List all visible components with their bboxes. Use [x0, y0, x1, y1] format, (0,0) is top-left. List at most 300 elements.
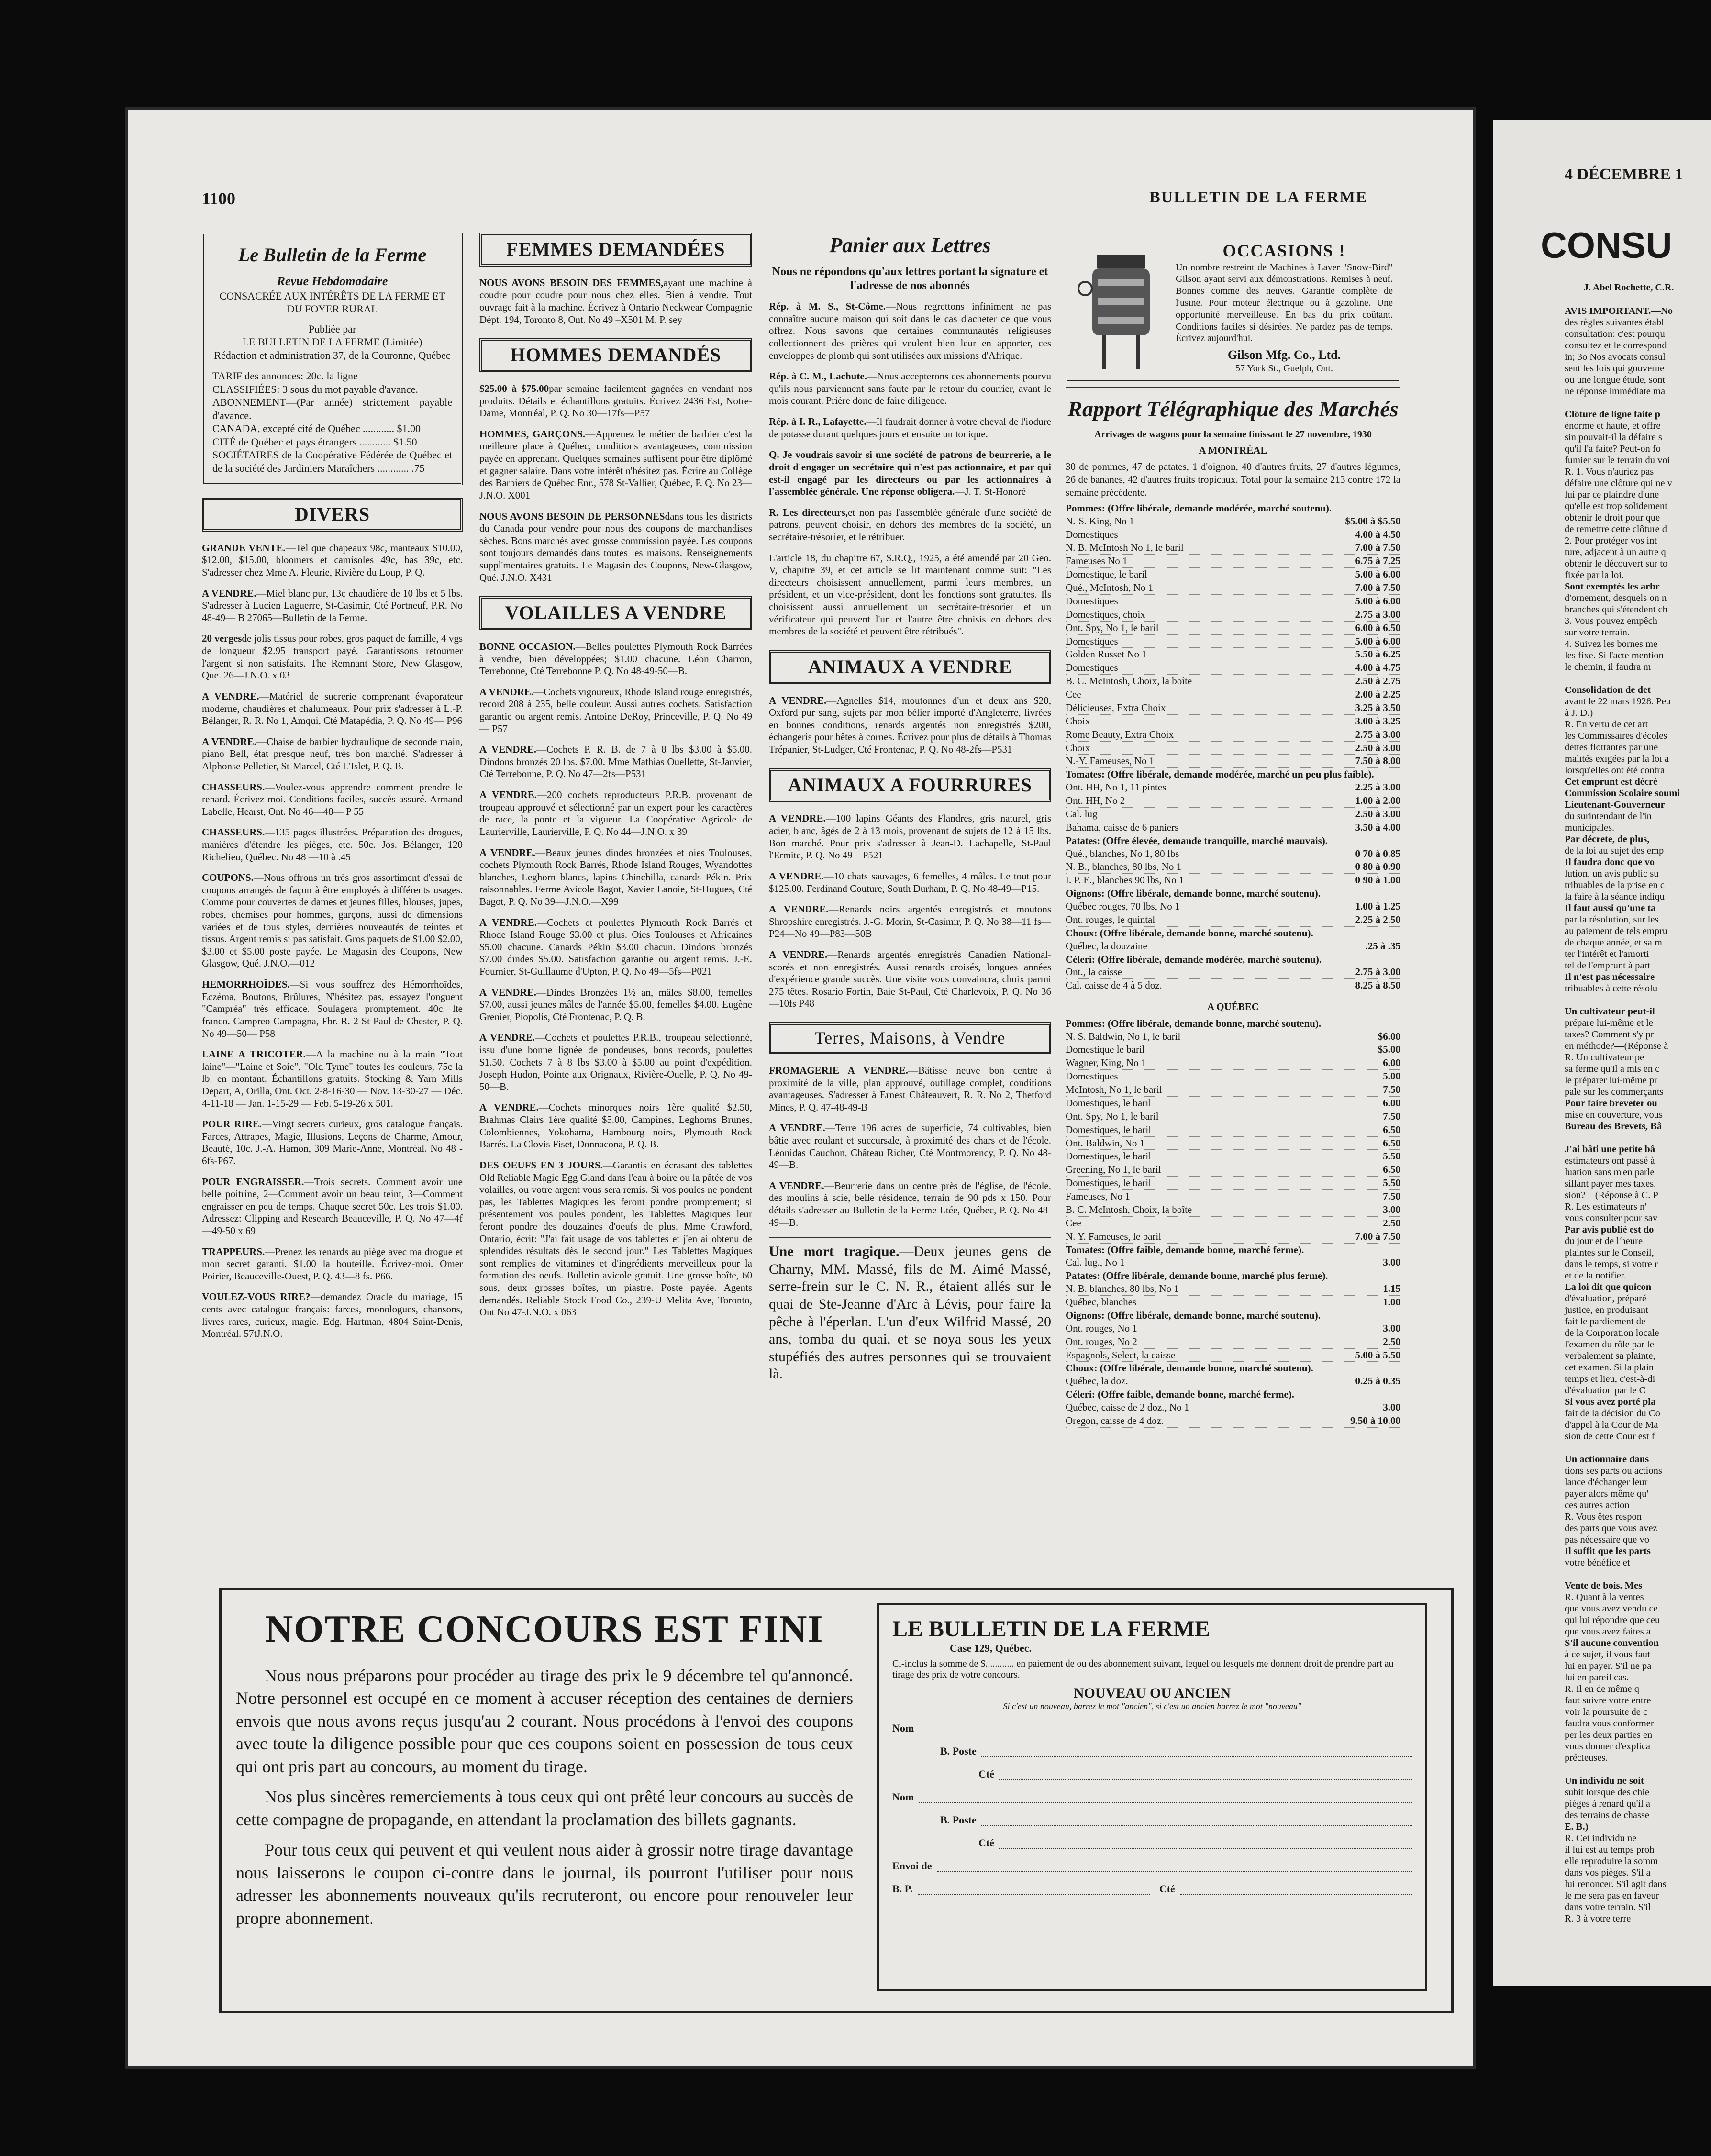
- classified-ad: [479, 641, 752, 678]
- market-row: [1066, 940, 1400, 953]
- right-page-line: faudra vous conformer: [1565, 1718, 1654, 1729]
- right-page-line: que vous avez faites a: [1565, 1626, 1651, 1637]
- right-page-line: mise en couverture, vous: [1565, 1110, 1663, 1120]
- market-price: 0 90 à 1.00: [1355, 874, 1400, 886]
- right-page-line: elle reproduire la somm: [1565, 1856, 1658, 1867]
- market-price: 1.00 à 1.25: [1355, 900, 1400, 912]
- article-lead: Une mort tragique.: [769, 1244, 900, 1260]
- column-2: [479, 233, 752, 1682]
- right-page-line: par la résolution, sur les: [1565, 914, 1659, 925]
- market-item: Québec, la doz.: [1066, 1375, 1128, 1387]
- market-price: 5.00 à 6.00: [1355, 595, 1400, 607]
- market-item: Domestiques: [1066, 595, 1118, 607]
- hommes-heading: HOMMES DEMANDÉS: [479, 338, 752, 372]
- ad-text: —Renards noirs argentés enregistrés et moutons Shropshire enregistrés. J.-G. Morin, St-Casimir, P. Q. No 38—11 fs—P24—No 49—P83—50B: [769, 903, 1051, 940]
- market-row: Choux: (Offre libérale, demande bonne, marché soutenu).: [1066, 1362, 1313, 1374]
- ad-text: —Cochets et poulettes P.R.B., troupeau sélectionné, issu d'une bonne lignée de pondeuses, bons records, poulettes $1.50. Cochets 7 à 8 lbs $3.00 à $5.00 au point d'expédition. Joseph Hudon, Pointe aux Orignaux, Rivière-Ouelle, P. Q. No 49-50—B.: [479, 1032, 752, 1092]
- market-price: 6.00: [1383, 1097, 1400, 1109]
- market-price: 5.00 à 5.50: [1355, 1349, 1400, 1361]
- market-price: 6.50: [1383, 1137, 1400, 1149]
- masthead-subtitle: Revue Hebdomadaire: [277, 274, 388, 288]
- ad-lead: A VENDRE.: [769, 903, 829, 915]
- market-item: Cal. caisse de 4 à 5 doz.: [1066, 979, 1162, 991]
- right-page-line: Sont exemptés les arbr: [1565, 581, 1660, 592]
- market-item: Cee: [1066, 689, 1081, 700]
- market-row: [1066, 1056, 1400, 1070]
- market-item: N.-S. King, No 1: [1066, 515, 1134, 527]
- market-price: 4.00 à 4.50: [1355, 528, 1400, 540]
- right-page-line: R. 1. Vous n'auriez pas: [1565, 467, 1654, 477]
- market-row: [1066, 900, 1400, 913]
- divers-heading: DIVERS: [202, 498, 463, 532]
- market-price: 9.50 à 10.00: [1350, 1414, 1400, 1426]
- market-item: Domestiques, le baril: [1066, 1150, 1152, 1162]
- market-price: 5.00: [1383, 1070, 1400, 1082]
- market-item: Bahama, caisse de 6 paniers: [1066, 821, 1179, 833]
- classified-ad: [202, 826, 463, 863]
- market-row: Pommes: (Offre libérale, demande bonne, marché soutenu).: [1066, 1017, 1322, 1029]
- classified-ad: [769, 812, 1051, 861]
- right-page-line: fait le pardiement de: [1565, 1316, 1646, 1327]
- right-page-line: 4. Suivez les bornes me: [1565, 639, 1658, 649]
- ad-lead: A VENDRE.: [769, 694, 827, 706]
- coupon-cte-field[interactable]: Cté: [978, 1768, 1412, 1780]
- market-price: 2.50 à 3.00: [1355, 808, 1400, 820]
- market-price: 6.50: [1383, 1164, 1400, 1176]
- right-page-line: plaintes sur le Conseil,: [1565, 1247, 1654, 1258]
- right-page-line: [1565, 1568, 1711, 1580]
- masthead-tagline: CONSACRÉE AUX INTÉRÊTS DE LA FERME ET DU FOYER RURAL: [219, 289, 445, 315]
- right-page-line: tribuables à cette résolu: [1565, 983, 1658, 994]
- classified-ad: [769, 949, 1051, 1010]
- right-page-line: tions ses parts ou actions: [1565, 1466, 1662, 1476]
- market-item: Ont. rouges, No 2: [1066, 1335, 1137, 1347]
- ad-text: —Belles poulettes Plymouth Rock Barrées à vendre, bien développées; $1.00 chacune. Léon Charron, Terrebonne, Cté Terrebonne P. Q. No 48-49-50—B.: [479, 640, 752, 677]
- classified-ad: [479, 1101, 752, 1150]
- right-page-line: [1565, 1442, 1711, 1454]
- right-page-line: sillant payer mes taxes,: [1565, 1178, 1656, 1189]
- market-price: 2.75 à 3.00: [1355, 608, 1400, 620]
- right-page-line: de la loi au sujet des emp: [1565, 845, 1664, 856]
- ad-lead: VOULEZ-VOUS RIRE?: [202, 1291, 311, 1303]
- market-item: Délicieuses, Extra Choix: [1066, 701, 1166, 713]
- right-page-line: ter l'intérêt et l'amorti: [1565, 949, 1649, 959]
- ad-text: —Miel blanc pur, 13c chaudière de 10 lbs et 5 lbs. S'adresser à Lucien Laguerre, St-Casimir, Cté Portneuf, P.R. No 48-49— B 27065—Bulletin de la Ferme.: [202, 587, 463, 623]
- classified-ad: [479, 686, 752, 735]
- divider: [1066, 387, 1400, 388]
- ad-text: —Cochets et poulettes Plymouth Rock Barrés et Rhode Island Rouge $3.00 et plus. Oies Toulouses et Africaines $5.00 chacune. Canards Pékin $3.00 chacun. Dindons bronzés $7.00 dindes $5.00. Satisfaction garantie ou argent remis. J.-E. Fournier, St-Guillaume d'Upton, P. Q. No 49—5fs—P021: [479, 916, 752, 977]
- ad-text: —Dindes Bronzées 1½ an, mâles $8.00, femelles $7.00, aussi jeunes mâles de l'année $5.00, femelles $4.00. Eugène Grenier, Piopolis, Cté Frontenac, P. Q. B.: [479, 986, 752, 1022]
- ad-text: —Tel que chapeaux 98c, manteaux $10.00, $12.00, $15.00, bloomers et camisoles 49c, bas 39c, etc. S'adresser chez Mme A. Fleurie, Rivière du Loup, P. Q.: [202, 542, 463, 578]
- right-page-line: de la Corporation locale: [1565, 1328, 1659, 1338]
- market-row: Tomates: (Offre libérale, demande modérée, marché un peu plus faible).: [1066, 768, 1374, 780]
- ad-lead: HEMORRHOÏDES.: [202, 978, 290, 990]
- right-page-line: lution, un avis public su: [1565, 868, 1659, 879]
- right-page-line: qu'elle est trop solidement: [1565, 501, 1667, 511]
- market-price: 6.00: [1383, 1057, 1400, 1069]
- coupon-nom2-field[interactable]: Nom: [892, 1791, 1412, 1803]
- right-page-line: Si vous avez porté pla: [1565, 1397, 1656, 1407]
- market-item: Ont. HH, No 1, 11 pintes: [1066, 781, 1167, 793]
- market-row: [1066, 701, 1400, 715]
- coupon-nom-field[interactable]: Nom: [892, 1722, 1412, 1734]
- coupon-cte2-field[interactable]: Cté: [978, 1837, 1412, 1849]
- column-1: [202, 233, 463, 1682]
- ad-lead: A VENDRE.: [479, 916, 537, 928]
- right-page-line: E. B.): [1565, 1822, 1589, 1832]
- classified-ad: [769, 1065, 1051, 1113]
- market-row: [1066, 1230, 1400, 1244]
- market-row: [1066, 608, 1400, 622]
- market-price: 5.50 à 6.25: [1355, 648, 1400, 660]
- ad-lead: A VENDRE.: [769, 948, 828, 960]
- market-price: 3.00: [1383, 1322, 1400, 1334]
- right-page-line: consultation: c'est pourqu: [1565, 329, 1665, 339]
- market-price: $5.00 à $5.50: [1345, 515, 1400, 527]
- market-price: $6.00: [1378, 1030, 1400, 1042]
- right-page-line: le me sera pas en faveur: [1565, 1890, 1659, 1901]
- ad-lead: A VENDRE.: [479, 1101, 539, 1113]
- market-row: [1066, 1401, 1400, 1414]
- right-page-line: Consolidation de det: [1565, 685, 1651, 695]
- ad-lead: R. Les directeurs,: [769, 506, 848, 518]
- market-item: B. C. McIntosh, Choix, la boîte: [1066, 675, 1192, 687]
- right-page-line: lui par ce plaindre d'une: [1565, 489, 1659, 500]
- market-row: [1066, 528, 1400, 542]
- occasions-text: Un nombre restreint de Machines à Laver "Snow-Bird" Gilson ayant servi aux démonstrations. Remises à neuf. Bonnes comme des neuves. Garantie complète de l'usine. Pour moteur électrique ou à gazoline. Une opportunité merveilleuse. En bas du prix coûtant. Conditions faciles si désirées. Ne pardez pas de temps. Écrivez aujourd'hui.: [1176, 262, 1393, 344]
- ad-text: —Matériel de sucrerie comprenant évaporateur moderne, chaudières et chalumeaux. Pour prix s'adresser à L.-P. Bélanger, R. R. No 1, Amqui, Cté Matapédia, P. Q. No 49— P96: [202, 690, 463, 727]
- ad-lead: TRAPPEURS.: [202, 1245, 265, 1257]
- ad-lead: A VENDRE.: [479, 789, 537, 801]
- market-row: [1066, 555, 1400, 568]
- ad-text: —Nous accepterons ces abonnements pourvu qu'ils nous parviennent sans faute par le retour du courrier, avant le mois courant. Prière donc de faire diligence.: [769, 370, 1051, 407]
- ad-text: —Cochets P. R. B. de 7 à 8 lbs $3.00 à $5.00. Dindons bronzés 20 lbs. $7.00. Mme Mathias Ouellette, St-Janvier, Cté Terrebonne, P. Q. No 47—2fs—P531: [479, 744, 752, 780]
- terres-ads-list: [769, 1065, 1051, 1229]
- ad-lead: HOMMES, GARÇONS.: [479, 428, 586, 440]
- right-page-line: voir la poursuite de c: [1565, 1707, 1648, 1717]
- right-page-line: qu'il l'a faite? Peut-on fo: [1565, 444, 1661, 454]
- coupon-poste-field[interactable]: B. Poste: [940, 1745, 1412, 1757]
- ad-text: dans tous les districts du Canada pour vendre pour nous des coupons de marchandises sèches. Bons marchés avec grosse commission payée. Les coupons sont toujours demandés dans toutes les maisons. Renseignements suppl'mentaires gratuits. Le Magasin des Coupons, New-Glasgow, Qué. J.N.O. X431: [479, 510, 752, 583]
- right-page-line: lui renoncer. S'il agit dans: [1565, 1879, 1667, 1889]
- ad-text: —Apprenez le métier de barbier c'est la meilleure place à Québec, conditions avantageuses, commission payée en apprenant. Quelques semaines suffisent pour être diplômé et gagner salaire. Dans votre intérêt n'hésitez pas. Écrire au Collège des Barbiers de Québec Enr., 578 St-Vallier, Québec, P. Q. No 23—J.N.O. X001: [479, 428, 752, 501]
- market-item: Golden Russet No 1: [1066, 648, 1147, 660]
- market-item: Québec, blanches: [1066, 1296, 1137, 1308]
- ad-lead: GRANDE VENTE.: [202, 542, 286, 554]
- right-page-line: temps et lieu, c'est-à-di: [1565, 1374, 1655, 1384]
- right-page-line: subit lorsque des chie: [1565, 1787, 1650, 1798]
- masthead-abonnement: ABONNEMENT—(Par année) strictement payable d'avance.: [212, 396, 452, 422]
- newspaper-page: [125, 107, 1476, 2069]
- ad-text: —Cochets minorques noirs 1ère qualité $2.50, Brahmas Clairs 1ère qualité $5.00, Campines, Leghorns Brunes, Colombiennes, Yokohama, Hambourg noirs, Plymouth Rock Barrés. La Clovis Fiset, Donnacona, P. Q. B.: [479, 1101, 752, 1150]
- right-page-line: estimateurs ont passé à: [1565, 1156, 1655, 1166]
- right-page-line: municipales.: [1565, 822, 1615, 833]
- occasions-company: Gilson Mfg. Co., Ltd.: [1227, 348, 1341, 362]
- right-page-line: Un individu ne soit: [1565, 1776, 1644, 1786]
- market-price: 3.00: [1383, 1256, 1400, 1268]
- occasions-ad: [1066, 233, 1400, 382]
- right-page-line: énorme et haute, et offre: [1565, 421, 1661, 431]
- masthead-title: Le Bulletin de la Ferme: [238, 244, 427, 266]
- market-row: [1066, 860, 1400, 874]
- market-row: [1066, 966, 1400, 979]
- market-price: .25 à .35: [1365, 940, 1400, 952]
- market-item: Greening, No 1, le baril: [1066, 1164, 1161, 1176]
- market-price: 7.50: [1383, 1110, 1400, 1122]
- ad-lead: A VENDRE.: [769, 812, 826, 824]
- market-row: [1066, 1322, 1400, 1335]
- market-price: 3.00 à 3.25: [1355, 715, 1400, 727]
- right-page-line: [1565, 397, 1711, 409]
- montreal-intro: 30 de pommes, 47 de patates, 1 d'oignon, 40 d'autres fruits, 27 d'autres légumes, 26 de bananes, 42 d'autres fruits tropicaux. Total pour la semaine 213 contre 172 la semaine précédente.: [1066, 461, 1400, 498]
- masthead-box: [202, 233, 463, 485]
- right-page-line: des règles suivantes établ: [1565, 317, 1664, 328]
- market-row: [1066, 1150, 1400, 1163]
- market-item: Domestiques, choix: [1066, 608, 1145, 620]
- right-page-line: l'examen du rôle par le: [1565, 1339, 1654, 1350]
- market-price: 2.50: [1383, 1335, 1400, 1347]
- right-page-line: Bureau des Brevets, Bâ: [1565, 1121, 1662, 1132]
- right-page-line: en méthode?—(Réponse à: [1565, 1041, 1668, 1051]
- market-price: 2.50 à 3.00: [1355, 742, 1400, 754]
- ad-text: —Agnelles $14, moutonnes d'un et deux ans $20, Oxford pur sang, sujets par mon bélier importé d'Angleterre, livrées en bonnes conditions, renards argentés non enregistrés $200, échangeris pour bêtes à cornes. Écrivez pour plus de détails à Thomas Trépanier, St-Ludger, Cté Frontenac, P. Q. No 48-2fs—P531: [769, 694, 1051, 756]
- right-page-line: les Commissaires d'écoles: [1565, 731, 1667, 741]
- right-page-line: Pour faire breveter ou: [1565, 1098, 1657, 1109]
- market-item: Domestique, le baril: [1066, 568, 1147, 580]
- right-page-line: justice, en produisant: [1565, 1305, 1648, 1315]
- market-item: Rome Beauty, Extra Choix: [1066, 728, 1174, 740]
- market-row: [1066, 715, 1400, 728]
- animaux-ads-list: [769, 695, 1051, 756]
- right-page-line: Vente de bois. Mes: [1565, 1580, 1643, 1591]
- classified-ad: [769, 300, 1051, 362]
- classified-ad: [202, 872, 463, 970]
- right-page-line: dans le temps, si votre r: [1565, 1259, 1658, 1269]
- classified-ad: [202, 1246, 463, 1283]
- subscription-coupon[interactable]: [877, 1603, 1427, 1991]
- classified-ad: [202, 542, 463, 579]
- ad-lead: A VENDRE.: [479, 1032, 535, 1044]
- ad-lead: Rép. à M. S., St-Côme.: [769, 300, 886, 312]
- right-page-line: Un cultivateur peut-il: [1565, 1006, 1655, 1017]
- right-page-line: La loi dit que quicon: [1565, 1282, 1652, 1292]
- market-item: Ont. Spy, No 1, le baril: [1066, 1110, 1159, 1122]
- right-page-line: ou une longue étude, sont: [1565, 375, 1666, 385]
- masthead-classifiees: CLASSIFIÉES: 3 sous du mot payable d'avance.: [212, 383, 418, 395]
- terres-heading: Terres, Maisons, à Vendre: [769, 1022, 1051, 1054]
- right-page-line: R. Un cultivateur pe: [1565, 1052, 1644, 1063]
- right-page-line: [1565, 994, 1711, 1006]
- right-page-line: lorsqu'elles ont été contra: [1565, 765, 1665, 776]
- quebec-heading: A QUÉBEC: [1207, 1001, 1259, 1013]
- right-page-byline: J. Abel Rochette, C.R.: [1584, 282, 1674, 293]
- coupon-intro: Ci-inclus la somme de $............ en paiement de ou des abonnement suivant, lequel ou lesquels me donnent droit de prendre part au tirage des prix de votre concours.: [892, 1658, 1394, 1680]
- right-page-line: d'appel à la Cour de Ma: [1565, 1420, 1658, 1430]
- ad-lead: $25.00 à $75.00: [479, 383, 549, 395]
- market-row: [1066, 661, 1400, 675]
- right-page-line: prépare lui-même et le: [1565, 1018, 1653, 1028]
- masthead-publisher-intro: Publiée par: [308, 322, 356, 335]
- market-row: [1066, 1163, 1400, 1177]
- right-page-line: R. 3 à votre terre: [1565, 1913, 1631, 1924]
- right-page-text: [1565, 305, 1711, 1924]
- panier-title: Panier aux Lettres: [829, 233, 991, 257]
- masthead-publisher: LE BULLETIN DE LA FERME (Limitée): [242, 336, 422, 348]
- right-page-line: dettes flottantes par une: [1565, 742, 1658, 753]
- market-row: [1066, 595, 1400, 608]
- right-page-line: 3. Vous pouvez empêch: [1565, 616, 1657, 626]
- ad-lead: A VENDRE.: [769, 870, 824, 882]
- right-page-line: payer alors même qu': [1565, 1489, 1649, 1499]
- market-item: Wagner, King, No 1: [1066, 1057, 1146, 1069]
- right-page-line: à J. D.): [1565, 708, 1593, 718]
- right-page-line: tribuables de la prise en c: [1565, 880, 1665, 890]
- market-item: Choix: [1066, 715, 1090, 727]
- ad-lead: A VENDRE.: [202, 735, 256, 747]
- right-page-line: pale sur les commerçants: [1565, 1087, 1664, 1097]
- right-page-line: du surintendant de l'in: [1565, 811, 1652, 822]
- market-price: 2.75 à 3.00: [1355, 966, 1400, 978]
- market-item: B. C. McIntosh, Choix, la boîte: [1066, 1203, 1192, 1215]
- market-row: [1066, 1282, 1400, 1296]
- market-price: 6.75 à 7.25: [1355, 555, 1400, 567]
- ad-lead: A VENDRE.: [769, 1179, 824, 1191]
- ad-text: —Garantis en écrasant des tablettes Old Reliable Magic Egg Gland dans l'eau à boire ou la pâtée de vos volailles, ou votre argent vous sera remis. Si vos poules ne pondent pas, les Tablettes Magiques les feront pondre promptement; si présentement vos poules pondent, les Tablettes Magiques leur feront pondre des douzaines d'oeufs de plus. Mme Crawford, Ontario, écrit: "J'ai fait usage de vos tablettes et j'en ai obtenu de splendides résultats dès le second jour." Les Tablettes Magiques sont remplies de vitamines et d'ingrédients merveilleux pour la formation des oeufs. Bulletin avicole gratuit. Une grosse boîte, 60 sous, deux grosses boîtes, un piastre. Poste payée. Agents demandés. Reliable Stock Food Co., 239-U Melita Ave, Toronto, Ont No 47-J.N.O. x 063: [479, 1159, 752, 1318]
- right-page-line: R. Vous êtes respon: [1565, 1511, 1642, 1522]
- coupon-case: Case 129, Québec.: [950, 1642, 1032, 1654]
- coupon-envoi-field[interactable]: Envoi de: [892, 1860, 1412, 1872]
- market-row: Choux: (Offre libérale, demande bonne, marché soutenu).: [1066, 927, 1313, 939]
- coupon-poste2-field[interactable]: B. Poste: [940, 1814, 1412, 1826]
- masthead-tarif: TARIF des annonces: 20c. la ligne: [212, 370, 358, 382]
- classified-ad: [769, 449, 1051, 498]
- right-page-line: ces autres action: [1565, 1500, 1630, 1511]
- market-item: Domestiques, le baril: [1066, 1097, 1152, 1109]
- right-page-line: fixée par la loi.: [1565, 570, 1624, 580]
- ad-lead: A VENDRE.: [479, 686, 534, 698]
- market-price: 2.25 à 2.50: [1355, 913, 1400, 925]
- market-row: [1066, 1097, 1400, 1110]
- contest-box: [219, 1588, 1454, 2013]
- market-price: 7.00 à 7.50: [1355, 542, 1400, 554]
- right-page-line: du jour et de l'heure: [1565, 1236, 1643, 1246]
- market-price: 7.50 à 8.00: [1355, 755, 1400, 767]
- ad-text: —Nous offrons un très gros assortiment d'essai de coupons arrangés de façon à être employés à différents usages. Comme pour couvertes de dames et jeunes filles, blouses, jupes, robes, chemises pour hommes, garçons, aussi de dimensions variées et de tous styles, dernières nouveautés de teintes et tissus. Argent remis si pas satisfait. Gros paquets de $1.00 $2.00, $3.00 et $5.00 poste payée. Le Magasin des Coupons, New Glasgow, Qué. J.N.O.—012: [202, 872, 463, 969]
- market-item: Ont. HH, No 2: [1066, 795, 1125, 806]
- right-page-line: Commission Scolaire soumi: [1565, 788, 1680, 799]
- classified-ad: [202, 781, 463, 818]
- ad-text: —A la machine ou à la main "Tout laine"—"Laine et Soie", "Old Tyme" toutes les couleurs, 75c la lb. en montant. Échantillons gratuits. Stocking & Yarn Mills Depart, A, Orilla, Ont. Oct. 2-8-16-30 — Nov. 13-30-27 — Déc. 4-11-18 — Jan. 1-15-29 — Feb. 5-19-26 x 501.: [202, 1048, 463, 1109]
- coupon-bp-field[interactable]: B. P. Cté: [892, 1883, 1412, 1895]
- ad-lead: CHASSEURS.: [202, 826, 265, 838]
- coupon-heading: NOUVEAU OU ANCIEN: [1073, 1685, 1231, 1701]
- market-row: [1066, 821, 1400, 834]
- market-item: Domestiques: [1066, 635, 1118, 647]
- classified-ad: [769, 1122, 1051, 1171]
- ad-text: —Vingt secrets curieux, gros catalogue français. Farces, Attrapes, Magie, Illusions, Leçons de Charme, Amour, Beauté, 10c. J.-A. Hamon, 309 Marie-Anne, Montréal. No 48 - 6fs-P67.: [202, 1118, 463, 1167]
- right-page-line: Par décrete, de plus,: [1565, 834, 1650, 845]
- classified-ad: [202, 736, 463, 773]
- market-price: 1.00 à 2.00: [1355, 795, 1400, 806]
- market-row: [1066, 1110, 1400, 1123]
- ad-lead: Q. Je voudrais savoir si une société de patrons de beurrerie, a le droit d'engager un secrétaire qui n'est pas actionnaire, et par qui est-il engagé par les directeurs ou par les actionnaires à l'assemblée générale. Une réponse obligera.: [769, 449, 1051, 498]
- ad-lead: POUR ENGRAISSER.: [202, 1176, 304, 1188]
- article-mort-tragique: [769, 1243, 1051, 1383]
- right-page-line: AVIS IMPORTANT.—No: [1565, 306, 1673, 316]
- contest-title: NOTRE CONCOURS EST FINI: [265, 1608, 824, 1650]
- ad-text: —Beurrerie dans un centre près de l'église, de l'école, des moulins à scie, belle résidence, terrain de 90 pds x 150. Pour détails s'adresser au Bulletin de la Ferme Ltée, Québec, P. Q. No 48-49—B.: [769, 1179, 1051, 1228]
- market-price: 6.50: [1383, 1123, 1400, 1135]
- market-price: 4.00 à 4.75: [1355, 662, 1400, 674]
- divider: [769, 1237, 1051, 1238]
- market-item: McIntosh, No 1, le baril: [1066, 1084, 1162, 1096]
- market-row: [1066, 635, 1400, 648]
- right-page-line: sion de cette Cour est f: [1565, 1431, 1655, 1442]
- market-item: Oregon, caisse de 4 doz.: [1066, 1414, 1164, 1426]
- market-row: [1066, 1375, 1400, 1388]
- market-row: [1066, 1256, 1400, 1269]
- ad-text: —Il faudrait donner à votre cheval de l'iodure de potasse durant quelques jours et ensuite un tonique.: [769, 416, 1051, 440]
- occasions-address: 57 York St., Guelph, Ont.: [1235, 363, 1333, 374]
- right-page-line: il lui est au temps proh: [1565, 1845, 1655, 1855]
- market-row: Pommes: (Offre libérale, demande modérée, marché soutenu).: [1066, 502, 1332, 514]
- ad-text: par semaine facilement gagnées en vendant nos produits. Détails et échantillons gratuits. Écrivez 2436 Est, Notre-Dame, Montréal, P. Q. No 30—17fs—P57: [479, 383, 752, 419]
- market-price: 2.75 à 3.00: [1355, 728, 1400, 740]
- right-page-line: in; 3o Nos avocats consul: [1565, 352, 1666, 362]
- ad-lead: A VENDRE.: [479, 744, 536, 756]
- ad-text: —Nous regrettons infiniment ne pas connaître aucune maison qui soit dans le cas d'acheter ce que vous offrez. Nous savons que certaines communautés religieuses collectionnent des prières qui veulent bien leur en apporter, ces enveloppes de plomb qui sont utilisées aux missions d'Afrique.: [769, 300, 1051, 361]
- ad-text: —100 lapins Géants des Flandres, gris naturel, gris acier, blanc, âgés de 2 à 13 mois, provenant de sujets de 12 à 15 lbs. Bon marché. Pour prix s'adresser à Jean-D. Lachapelle, St-Paul l'Ermite, P. Q. No 49—P521: [769, 812, 1051, 861]
- ad-text: —Trois secrets. Comment avoir une belle poitrine, 2—Comment avoir un beau teint, 3—Comment engraisser en peu de temps. Chaque secret 50c. Les trois $1.00. Adressez: Clipping and Research Beauceville, P. Q. No 47—4f—49-50 x 69: [202, 1176, 463, 1237]
- right-page-line: Il n'est pas nécessaire: [1565, 972, 1655, 982]
- ad-text: —Si vous souffrez des Hémorrhoïdes, Eczéma, Boutons, Brûlures, N'hésitez pas, essayez l'onguent "Campréa" très efficace. Soulagera promptement. 40c. lte franco. Campreo Campagna, Fbr. R. 2 St-Paul de Chester, P. Q. No 49—50— P58: [202, 978, 463, 1039]
- classified-ad: [479, 1032, 752, 1093]
- ad-text: ayant une machine à coudre pour coudre pour nous chez elles. Bien à vendre. Tout ouvrage fait à la machine. Écrivez à Ontario Neckwear Compagnie Dépt. 194, Toronto 8, Ont. No 49 –X501 M. P. sey: [479, 277, 752, 325]
- classified-ad: [769, 870, 1051, 895]
- classified-ad: [479, 987, 752, 1023]
- right-page-line: les fixe. Si l'acte mention: [1565, 650, 1664, 661]
- market-price: 1.15: [1383, 1283, 1400, 1295]
- ad-lead: Rép. à I. R., Lafayette.: [769, 416, 867, 428]
- right-page-line: Lieutenant-Gouverneur: [1565, 800, 1665, 810]
- market-item: N. B. McIntosh No 1, le baril: [1066, 542, 1184, 554]
- montreal-market-table: [1066, 502, 1400, 992]
- market-price: 3.25 à 3.50: [1355, 701, 1400, 713]
- right-page-line: à ce sujet, il vous faut: [1565, 1649, 1650, 1660]
- market-item: N. S. Baldwin, No 1, le baril: [1066, 1030, 1181, 1042]
- ad-text: et non pas l'assemblée générale d'une société de patrons, peuvent choisir, en dehors des membres de la société, un secrétaire-trésorier, et le rétribuer.: [769, 506, 1051, 543]
- classified-ad: [769, 416, 1051, 440]
- ad-lead: A VENDRE.: [202, 587, 256, 599]
- ad-lead: 20 verges: [202, 633, 242, 645]
- right-page-line: dans vos pièges. S'il a: [1565, 1867, 1651, 1878]
- classified-ad: [479, 847, 752, 908]
- market-item: Espagnols, Select, la caisse: [1066, 1349, 1176, 1361]
- classified-ad: [769, 370, 1051, 407]
- ad-text: —10 chats sauvages, 6 femelles, 4 mâles. Le tout pour $125.00. Ferdinand Couture, South Durham, P. Q. No 48-49—P15.: [769, 870, 1051, 894]
- right-page-line: des parts que vous avez: [1565, 1523, 1657, 1534]
- market-item: Québec, la douzaine: [1066, 940, 1147, 952]
- market-item: Qué., McIntosh, No 1: [1066, 582, 1154, 593]
- market-row: [1066, 1123, 1400, 1137]
- market-row: [1066, 1296, 1400, 1309]
- ad-text: —135 pages illustrées. Préparation des drogues, manières d'étendre les pièges, etc. 50c. Jos. Bélanger, 120 Richelieu, Québec. No 48 —10 à .45: [202, 826, 463, 863]
- market-row: Patates: (Offre élevée, demande tranquille, marché mauvais).: [1066, 834, 1328, 846]
- ad-lead: A VENDRE.: [479, 986, 536, 998]
- market-item: Ont. rouges, No 1: [1066, 1322, 1137, 1334]
- market-item: Ont. Baldwin, No 1: [1066, 1137, 1145, 1149]
- market-item: N. Y. Fameuses, le baril: [1066, 1230, 1162, 1242]
